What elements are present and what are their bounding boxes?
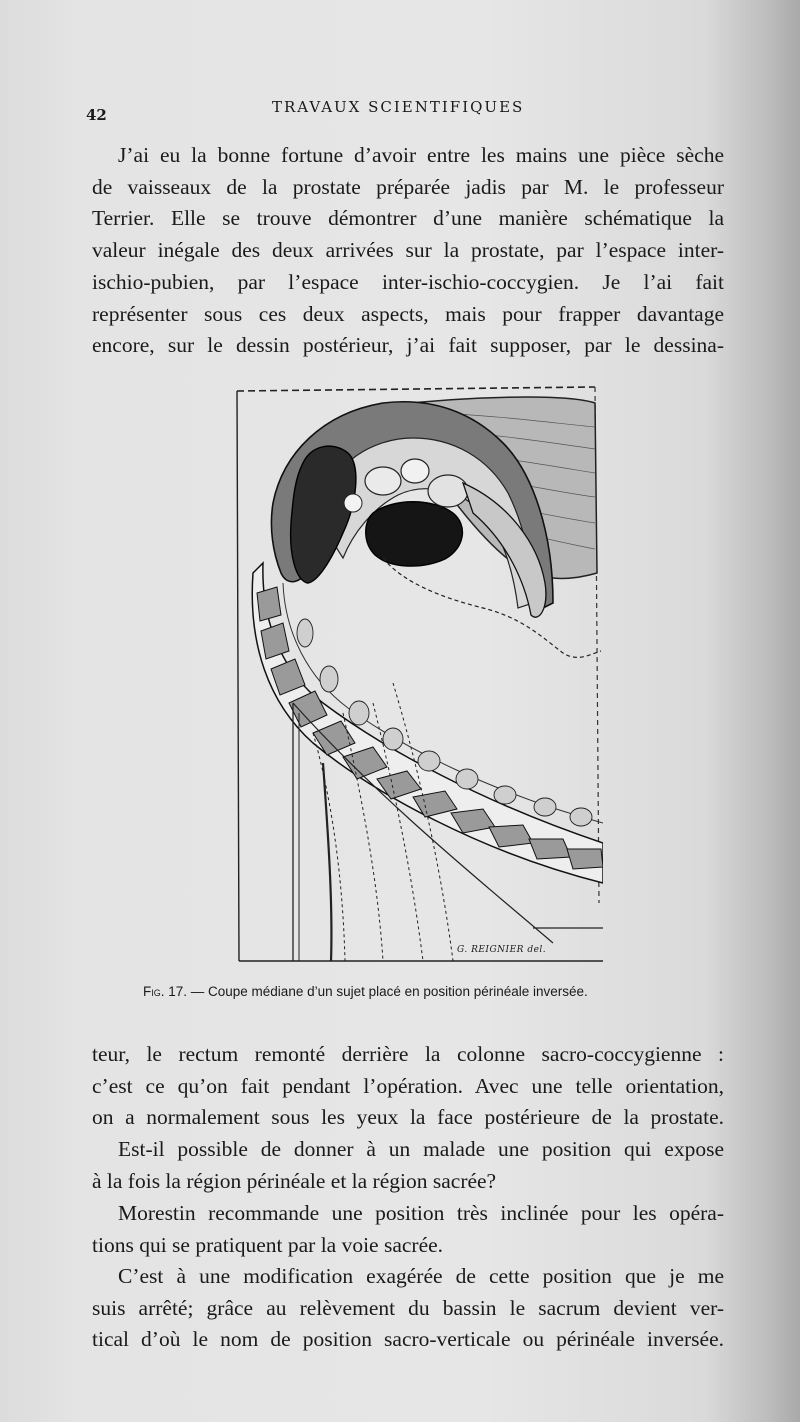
median-section-illustration [233, 383, 603, 963]
text-line: teur, le rectum remonté derrière la colonne sacro-coccygienne : [92, 1042, 724, 1066]
bottom-paragraph-1 [92, 1039, 724, 1134]
caption-text: — Coupe médiane d’un sujet placé en position périnéale inversée. [187, 984, 588, 999]
text-line: Terrier. Elle se trouve démontrer d’une manière schématique la [92, 206, 724, 231]
top-paragraph [92, 140, 724, 362]
text-line: de vaisseaux de la prostate préparée jadis par M. le professeur [92, 174, 724, 199]
text-line: J’ai eu la bonne fortune d’avoir entre les mains une pièce sèche [118, 143, 724, 167]
page-number: 42 [86, 106, 107, 124]
text-line: Est-il possible de donner à un malade une position qui expose [118, 1137, 724, 1161]
text-line: suis arrêté; grâce au relèvement du bassin le sacrum devient ver- [92, 1295, 724, 1320]
bottom-paragraph-2 [92, 1134, 724, 1197]
text-line: à la fois la région périnéale et la région sacrée? [92, 1168, 497, 1193]
text-line: Morestin recommande une position très inclinée pour les opéra- [118, 1201, 724, 1225]
text-line: encore, sur le dessin postérieur, j’ai fait supposer, par le dessina- [92, 333, 724, 358]
figure-caption [143, 984, 733, 999]
text-line: représenter sous ces deux aspects, mais pour frapper davantage [92, 301, 724, 326]
artist-signature: G. REIGNIER del. [457, 945, 547, 955]
text-line: valeur inégale des deux arrivées sur la prostate, par l’espace inter- [92, 238, 724, 263]
anatomical-figure [233, 383, 603, 963]
text-line: ischio-pubien, par l’espace inter-ischio-coccygien. Je l’ai fait [92, 269, 724, 294]
text-line: on a normalement sous les yeux la face postérieure de la prostate. [92, 1105, 724, 1130]
text-line: c’est ce qu’on fait pendant l’opération. Avec une telle orientation, [92, 1073, 724, 1098]
text-line: C’est à une modification exagérée de cette position que je me [118, 1264, 724, 1288]
text-line: tical d’où le nom de position sacro-verticale ou périnéale inversée. [92, 1327, 724, 1352]
figure-label: Fig. 17. [143, 984, 188, 999]
bottom-paragraph-3 [92, 1198, 724, 1261]
text-line: tions qui se pratiquent par la voie sacrée. [92, 1232, 444, 1257]
bottom-paragraph-4 [92, 1261, 724, 1356]
running-title: TRAVAUX SCIENTIFIQUES [272, 98, 525, 116]
